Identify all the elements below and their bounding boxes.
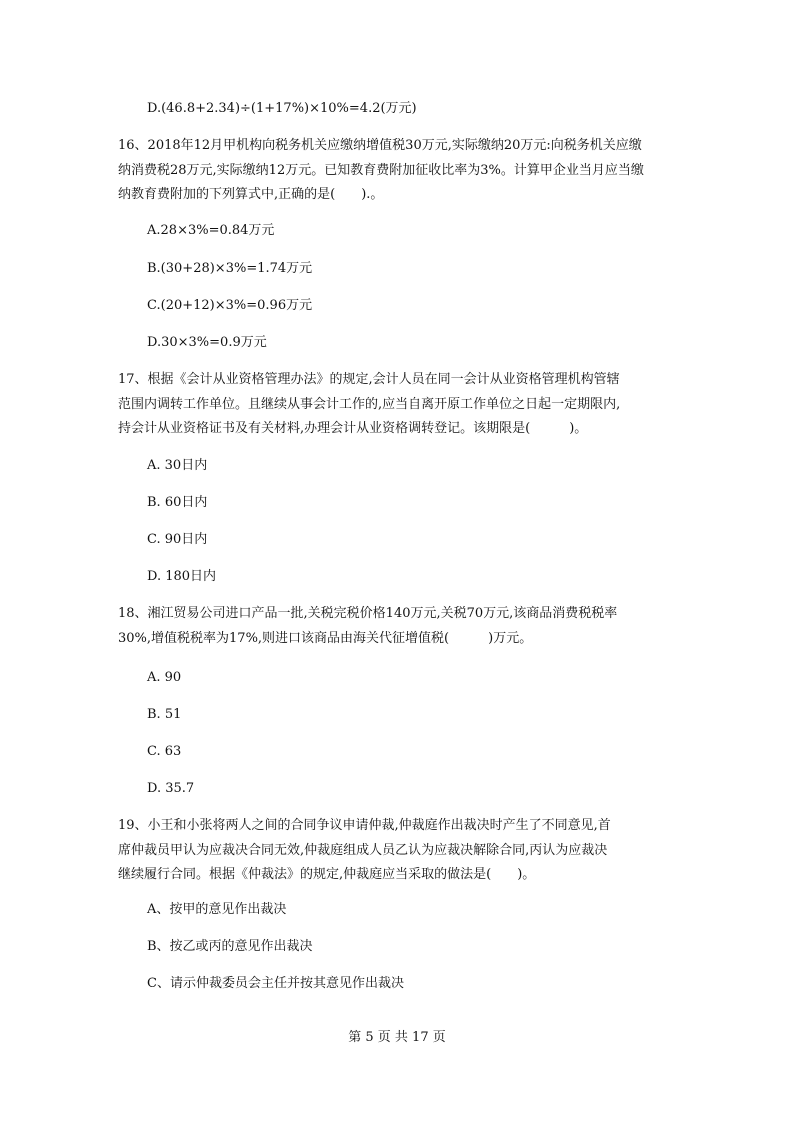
q18-option-b: B. 51 [147, 707, 182, 722]
q17-option-b: B. 60日内 [147, 495, 208, 510]
q16-option-b: B.(30+28)×3%=1.74万元 [147, 261, 313, 276]
q16-stem-line-2: 纳消费税28万元,实际缴纳12万元。已知教育费附加征收比率为3%。计算甲企业当月应当缴 [118, 163, 644, 178]
q17-stem-line-1: 17、根据《会计从业资格管理办法》的规定,会计人员在同一会计从业资格管理机构管辖 [118, 372, 620, 387]
q17-option-a: A. 30日内 [147, 458, 208, 473]
q16-option-a: A.28×3%=0.84万元 [147, 223, 275, 238]
q19-option-a: A、按甲的意见作出裁决 [147, 902, 287, 917]
q19-stem-line-3: 继续履行合同。根据《仲裁法》的规定,仲裁庭应当采取的做法是( )。 [118, 867, 536, 882]
page-number-footer: 第 5 页 共 17 页 [348, 1030, 446, 1045]
q17-stem-line-2: 范围内调转工作单位。且继续从事会计工作的,应当自离开原工作单位之日起一定期限内, [118, 397, 621, 412]
q16-option-d: D.30×3%=0.9万元 [147, 335, 267, 350]
q19-option-b: B、按乙或丙的意见作出裁决 [147, 939, 313, 954]
q19-stem-line-1: 19、小王和小张将两人之间的合同争议申请仲裁,仲裁庭作出裁决时产生了不同意见,首 [118, 818, 611, 833]
q15-option-d: D.(46.8+2.34)÷(1+17%)×10%=4.2(万元) [147, 101, 417, 116]
q18-stem-line-2: 30%,增值税税率为17%,则进口该商品由海关代征增值税( )万元。 [118, 631, 533, 646]
q18-option-d: D. 35.7 [147, 781, 195, 796]
q17-stem-line-3: 持会计从业资格证书及有关材料,办理会计从业资格调转登记。该期限是( )。 [118, 421, 588, 436]
q17-option-c: C. 90日内 [147, 532, 208, 547]
q18-option-a: A. 90 [147, 670, 182, 685]
q18-option-c: C. 63 [147, 744, 182, 759]
q16-stem-line-3: 纳教育费附加的下列算式中,正确的是( ).。 [118, 187, 384, 202]
q19-stem-line-2: 席仲裁员甲认为应裁决合同无效,仲裁庭组成人员乙认为应裁决解除合同,丙认为应裁决 [118, 843, 608, 858]
q16-option-c: C.(20+12)×3%=0.96万元 [147, 298, 313, 313]
q16-stem-line-1: 16、2018年12月甲机构向税务机关应缴纳增值税30万元,实际缴纳20万元:向税务机关应缴 [118, 138, 642, 153]
q18-stem-line-1: 18、湘江贸易公司进口产品一批,关税完税价格140万元,关税70万元,该商品消费税税率 [118, 606, 618, 621]
q17-option-d: D. 180日内 [147, 569, 217, 584]
q19-option-c: C、请示仲裁委员会主任并按其意见作出裁决 [147, 976, 404, 991]
